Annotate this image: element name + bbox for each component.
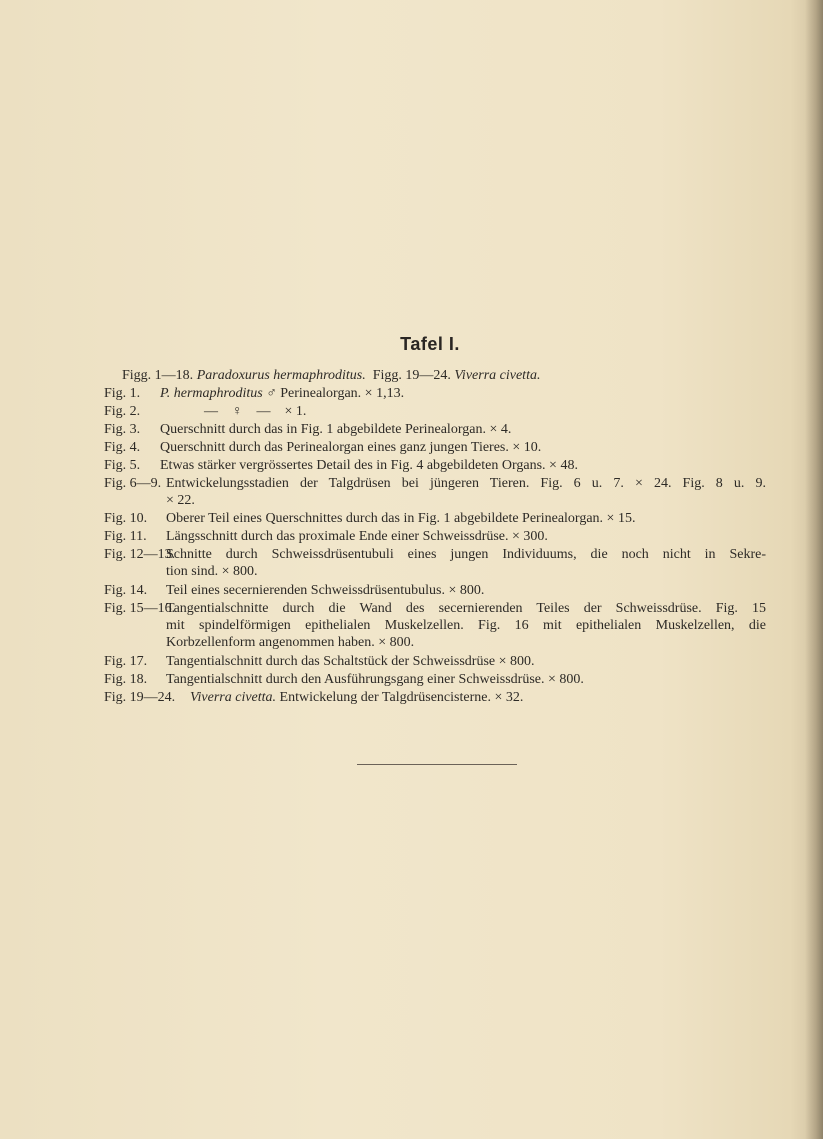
figure-entry-11	[0, 528, 823, 546]
figure-label: Fig. 15—16.	[104, 601, 176, 616]
figure-caption: Schnitte durch Schweissdrüsentubuli eines jungen Individuums, die noch nicht in Sekre-	[166, 547, 766, 562]
figure-label: Fig. 11.	[104, 529, 147, 544]
figure-caption-continued: × 22.	[166, 493, 195, 508]
figure-label: Fig. 3.	[104, 422, 141, 437]
figure-caption: Tangentialschnitte durch die Wand des secernierenden Teiles der Schweissdrüse. Fig. 15	[166, 601, 766, 616]
figure-entry-6-9	[0, 475, 823, 493]
figure-entry-18	[0, 671, 823, 689]
figure-caption-continued: Korbzellenform angenommen haben. × 800.	[166, 635, 415, 650]
summary-range-a: Figg. 1—18.	[122, 368, 194, 383]
figure-entry-3	[0, 421, 823, 439]
figure-caption: Etwas stärker vergrössertes Detail des in Fig. 4 abgebildeten Organs. × 48.	[160, 458, 578, 473]
figure-caption: Teil eines secernierenden Schweissdrüsentubulus. × 800.	[166, 583, 485, 598]
figure-entry-14	[0, 582, 823, 600]
figure-entry-4	[0, 439, 823, 457]
figure-entry-12-13	[0, 546, 823, 564]
figure-label: Fig. 17.	[104, 654, 148, 669]
figure-entry-15-16-continued-2	[0, 634, 823, 652]
figure-label: Fig. 10.	[104, 511, 148, 526]
figure-caption: Entwickelung der Talgdrüsencisterne. × 32.	[279, 690, 524, 705]
figure-caption-continued: tion sind. × 800.	[166, 564, 258, 579]
figure-caption: Tangentialschnitt durch den Ausführungsgang einer Schweissdrüse. × 800.	[166, 672, 584, 687]
figure-caption-continued: mit spindelförmigen epithelialen Muskelzellen. Fig. 16 mit epithelialen Muskelzellen, die	[166, 618, 766, 633]
figure-label: Fig. 18.	[104, 672, 148, 687]
plate-title: Tafel I.	[400, 334, 460, 354]
figure-entry-5	[0, 457, 823, 475]
figure-entry-19-24	[0, 689, 823, 707]
summary-species-a: Paradoxurus hermaphroditus.	[196, 368, 366, 383]
figure-entry-15-16-continued	[0, 617, 823, 635]
figure-label: Fig. 6—9.	[104, 476, 162, 491]
figure-label: Fig. 5.	[104, 458, 141, 473]
figure-caption: — ♀ — × 1.	[204, 404, 307, 419]
figure-entry-2	[0, 403, 823, 421]
figure-label: Fig. 19—24.	[104, 690, 176, 705]
figure-label: Fig. 4.	[104, 440, 141, 455]
figure-entry-17	[0, 653, 823, 671]
figure-species: Viverra civetta.	[190, 690, 277, 705]
figure-caption: Oberer Teil eines Querschnittes durch das in Fig. 1 abgebildete Perinealorgan. × 15.	[166, 511, 636, 526]
summary-species-b: Viverra civetta.	[454, 368, 541, 383]
figure-caption: ♂ Perinealorgan. × 1,13.	[266, 386, 405, 401]
figure-entry-1	[0, 385, 823, 403]
figure-label: Fig. 2.	[104, 404, 141, 419]
figure-caption: Querschnitt durch das Perinealorgan eines ganz jungen Tieres. × 10.	[160, 440, 542, 455]
figure-label: Fig. 14.	[104, 583, 148, 598]
figure-caption: Längsschnitt durch das proximale Ende einer Schweissdrüse. × 300.	[166, 529, 548, 544]
figure-entry-6-9-continued	[0, 492, 823, 510]
figure-species: P. hermaphroditus	[160, 386, 263, 401]
figure-caption: Tangentialschnitt durch das Schaltstück der Schweissdrüse × 800.	[166, 654, 535, 669]
figure-caption: Entwickelungsstadien der Talgdrüsen bei jüngeren Tieren. Fig. 6 u. 7. × 24. Fig. 8 u. 9.	[166, 476, 766, 491]
figure-label: Fig. 12—13.	[104, 547, 176, 562]
figure-label: Fig. 1.	[104, 386, 141, 401]
figure-entry-15-16	[0, 600, 823, 618]
summary-range-b: Figg. 19—24.	[372, 368, 451, 383]
figure-summary	[0, 367, 823, 385]
figure-entry-10	[0, 510, 823, 528]
figure-caption: Querschnitt durch das in Fig. 1 abgebildete Perinealorgan. × 4.	[160, 422, 512, 437]
divider-rule	[357, 764, 517, 765]
figure-entry-12-13-continued	[0, 563, 823, 581]
